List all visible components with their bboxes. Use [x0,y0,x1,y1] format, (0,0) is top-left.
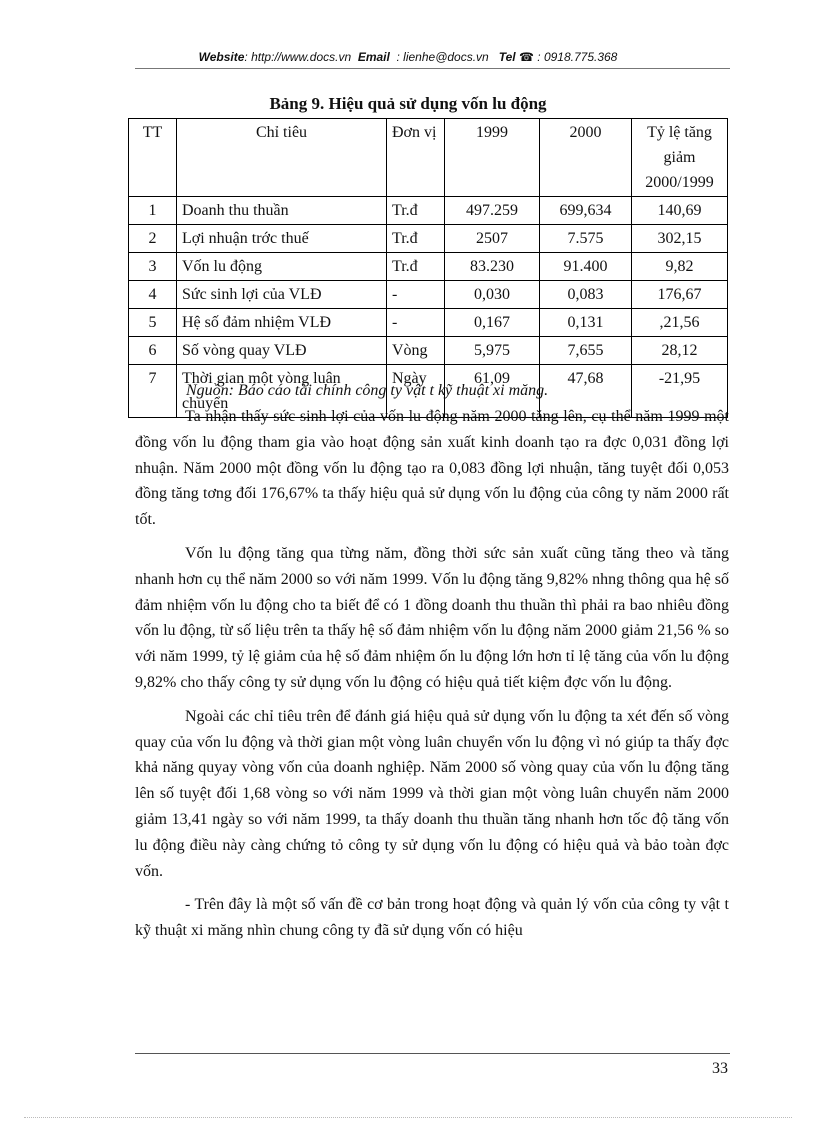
table-cell: 0,030 [445,281,540,309]
table-cell: Doanh thu thuần [177,197,387,225]
table-cell: ,21,56 [632,309,728,337]
table-cell: 3 [129,253,177,281]
paragraph: - Trên đây là một số vấn đề cơ bản trong hoạt động và quản lý vốn của công ty vật t kỹ thuật xi măng nhìn chung công ty đã sử dụng vốn có hiệu [135,896,729,940]
table-cell: 7 [129,365,177,418]
table-cell: Ngày [387,365,445,418]
body-text [135,404,729,952]
table-row [129,281,728,309]
table-row [129,197,728,225]
table-cell: Số vòng quay VLĐ [177,337,387,365]
table-cell: 1 [129,197,177,225]
table-title: Bảng 9. Hiệu quả sử dụng vốn lu động [269,94,547,113]
website-url: : http://www.docs.vn [244,50,352,64]
table-cell: 2507 [445,225,540,253]
table-cell: 28,12 [632,337,728,365]
header-cell: TT [129,119,177,197]
table-row [129,309,728,337]
page-number: 33 [712,1060,728,1077]
table-cell: Sức sinh lợi của VLĐ [177,281,387,309]
table-cell: 7.575 [540,225,632,253]
table-cell: 4 [129,281,177,309]
header-cell: Tỷ lệ tăng giảm 2000/1999 [632,119,728,197]
table-cell: 6 [129,337,177,365]
table-cell: Tr.đ [387,197,445,225]
table-header-row [129,119,728,197]
paragraph: Ta nhận thấy sức sinh lợi của vốn lu động năm 2000 tăng lên, cụ thể năm 1999 một đồng vốn lu động tham gia vào hoạt động sản xuất kinh doanh tạo ra đợc 0,031 đồng lợi nhuận. Năm 2000 một đồng vốn lu động tạo ra 0,083 đồng lợi nhuận, tăng tuyệt đối 0,053 đồng tăng tơng đối 176,67% ta thấy hiệu quả sử dụng vốn lu động của công ty năm 2000 rất tốt. [135,408,729,529]
tel-number: ☎ : 0918.775.368 [519,50,618,64]
page-bottom-border [24,1117,792,1118]
data-table [128,118,728,418]
email-label: Email [357,50,390,64]
table-cell: 7,655 [540,337,632,365]
table-cell: 5 [129,309,177,337]
table-cell: Tr.đ [387,253,445,281]
email-address: : lienhe@docs.vn [396,50,489,64]
table-cell: Hệ số đảm nhiệm VLĐ [177,309,387,337]
table-cell: Vòng [387,337,445,365]
page-header [0,50,816,64]
table-cell: Vốn lu động [177,253,387,281]
header-cell: Chỉ tiêu [177,119,387,197]
paragraph: Ngoài các chỉ tiêu trên để đánh giá hiệu quả sử dụng vốn lu động ta xét đến số vòng quay của vốn lu động và thời gian một vòng luân chuyển vốn lu động vì nó giúp ta thấy đợc khả năng quyay vòng vốn của doanh nghiệp. Năm 2000 số vòng quay của vốn lu động tăng lên số tuyệt đối 1,68 vòng so với năm 1999 và thời gian một vòng luân chuyển năm 2000 giảm 13,41 ngày so với năm 1999, ta thấy doanh thu thuần tăng nhanh hơn tốc độ tăng vốn lu động điều này càng chứng tỏ công ty sử dụng vốn lu động có hiệu quả và bảo toàn đợc vốn. [135,707,729,880]
table-cell: Thời gian một vòng luân chuyển [177,365,387,418]
header-cell: Đơn vị [387,119,445,197]
table-cell: 61,09 [445,365,540,418]
table-cell: 497.259 [445,197,540,225]
table-row [129,225,728,253]
header-cell: 2000 [540,119,632,197]
table-row [129,253,728,281]
header-cell: 1999 [445,119,540,197]
header-divider [135,68,730,69]
table-cell: - [387,309,445,337]
table-cell: 0,131 [540,309,632,337]
table-cell: Tr.đ [387,225,445,253]
table-cell: -21,95 [632,365,728,418]
table-cell: 5,975 [445,337,540,365]
table-cell: 0,083 [540,281,632,309]
table-cell: 2 [129,225,177,253]
table-cell: 91.400 [540,253,632,281]
table-source-note: Nguồn: Báo cáo tài chính công ty vật t kỹ thuật xi măng. [186,382,549,399]
website-label: Website [198,50,245,64]
table-cell: 47,68 [540,365,632,418]
table-cell: 176,67 [632,281,728,309]
tel-label: Tel [498,50,516,64]
table-cell: 0,167 [445,309,540,337]
table-cell: 9,82 [632,253,728,281]
table-row [129,337,728,365]
paragraph: Vốn lu động tăng qua từng năm, đồng thời sức sản xuất cũng tăng theo và tăng nhanh hơn cụ thể năm 2000 so với năm 1999. Vốn lu động tăng 9,82% nhng thông qua hệ số đảm nhiệm vốn lu động cho ta biết để có 1 đồng doanh thu thuần thì phải ra bao nhiêu đồng vốn lu động, từ số liệu trên ta thấy hệ số đảm nhiệm vốn lu động năm 2000 giảm 21,56 % so với năm 1999, tỷ lệ giảm của hệ số đảm nhiệm ốn lu động lớn hơn tỉ lệ tăng của vốn lu động 9,82% cho thấy công ty sử dụng vốn lu động có hiệu quả tiết kiệm đợc vốn lu động. [135,544,729,691]
table-cell: - [387,281,445,309]
footer-divider [135,1053,730,1054]
table-cell: 140,69 [632,197,728,225]
table-cell: 699,634 [540,197,632,225]
table-cell: 302,15 [632,225,728,253]
table-cell: 83.230 [445,253,540,281]
table-cell: Lợi nhuận trớc thuế [177,225,387,253]
